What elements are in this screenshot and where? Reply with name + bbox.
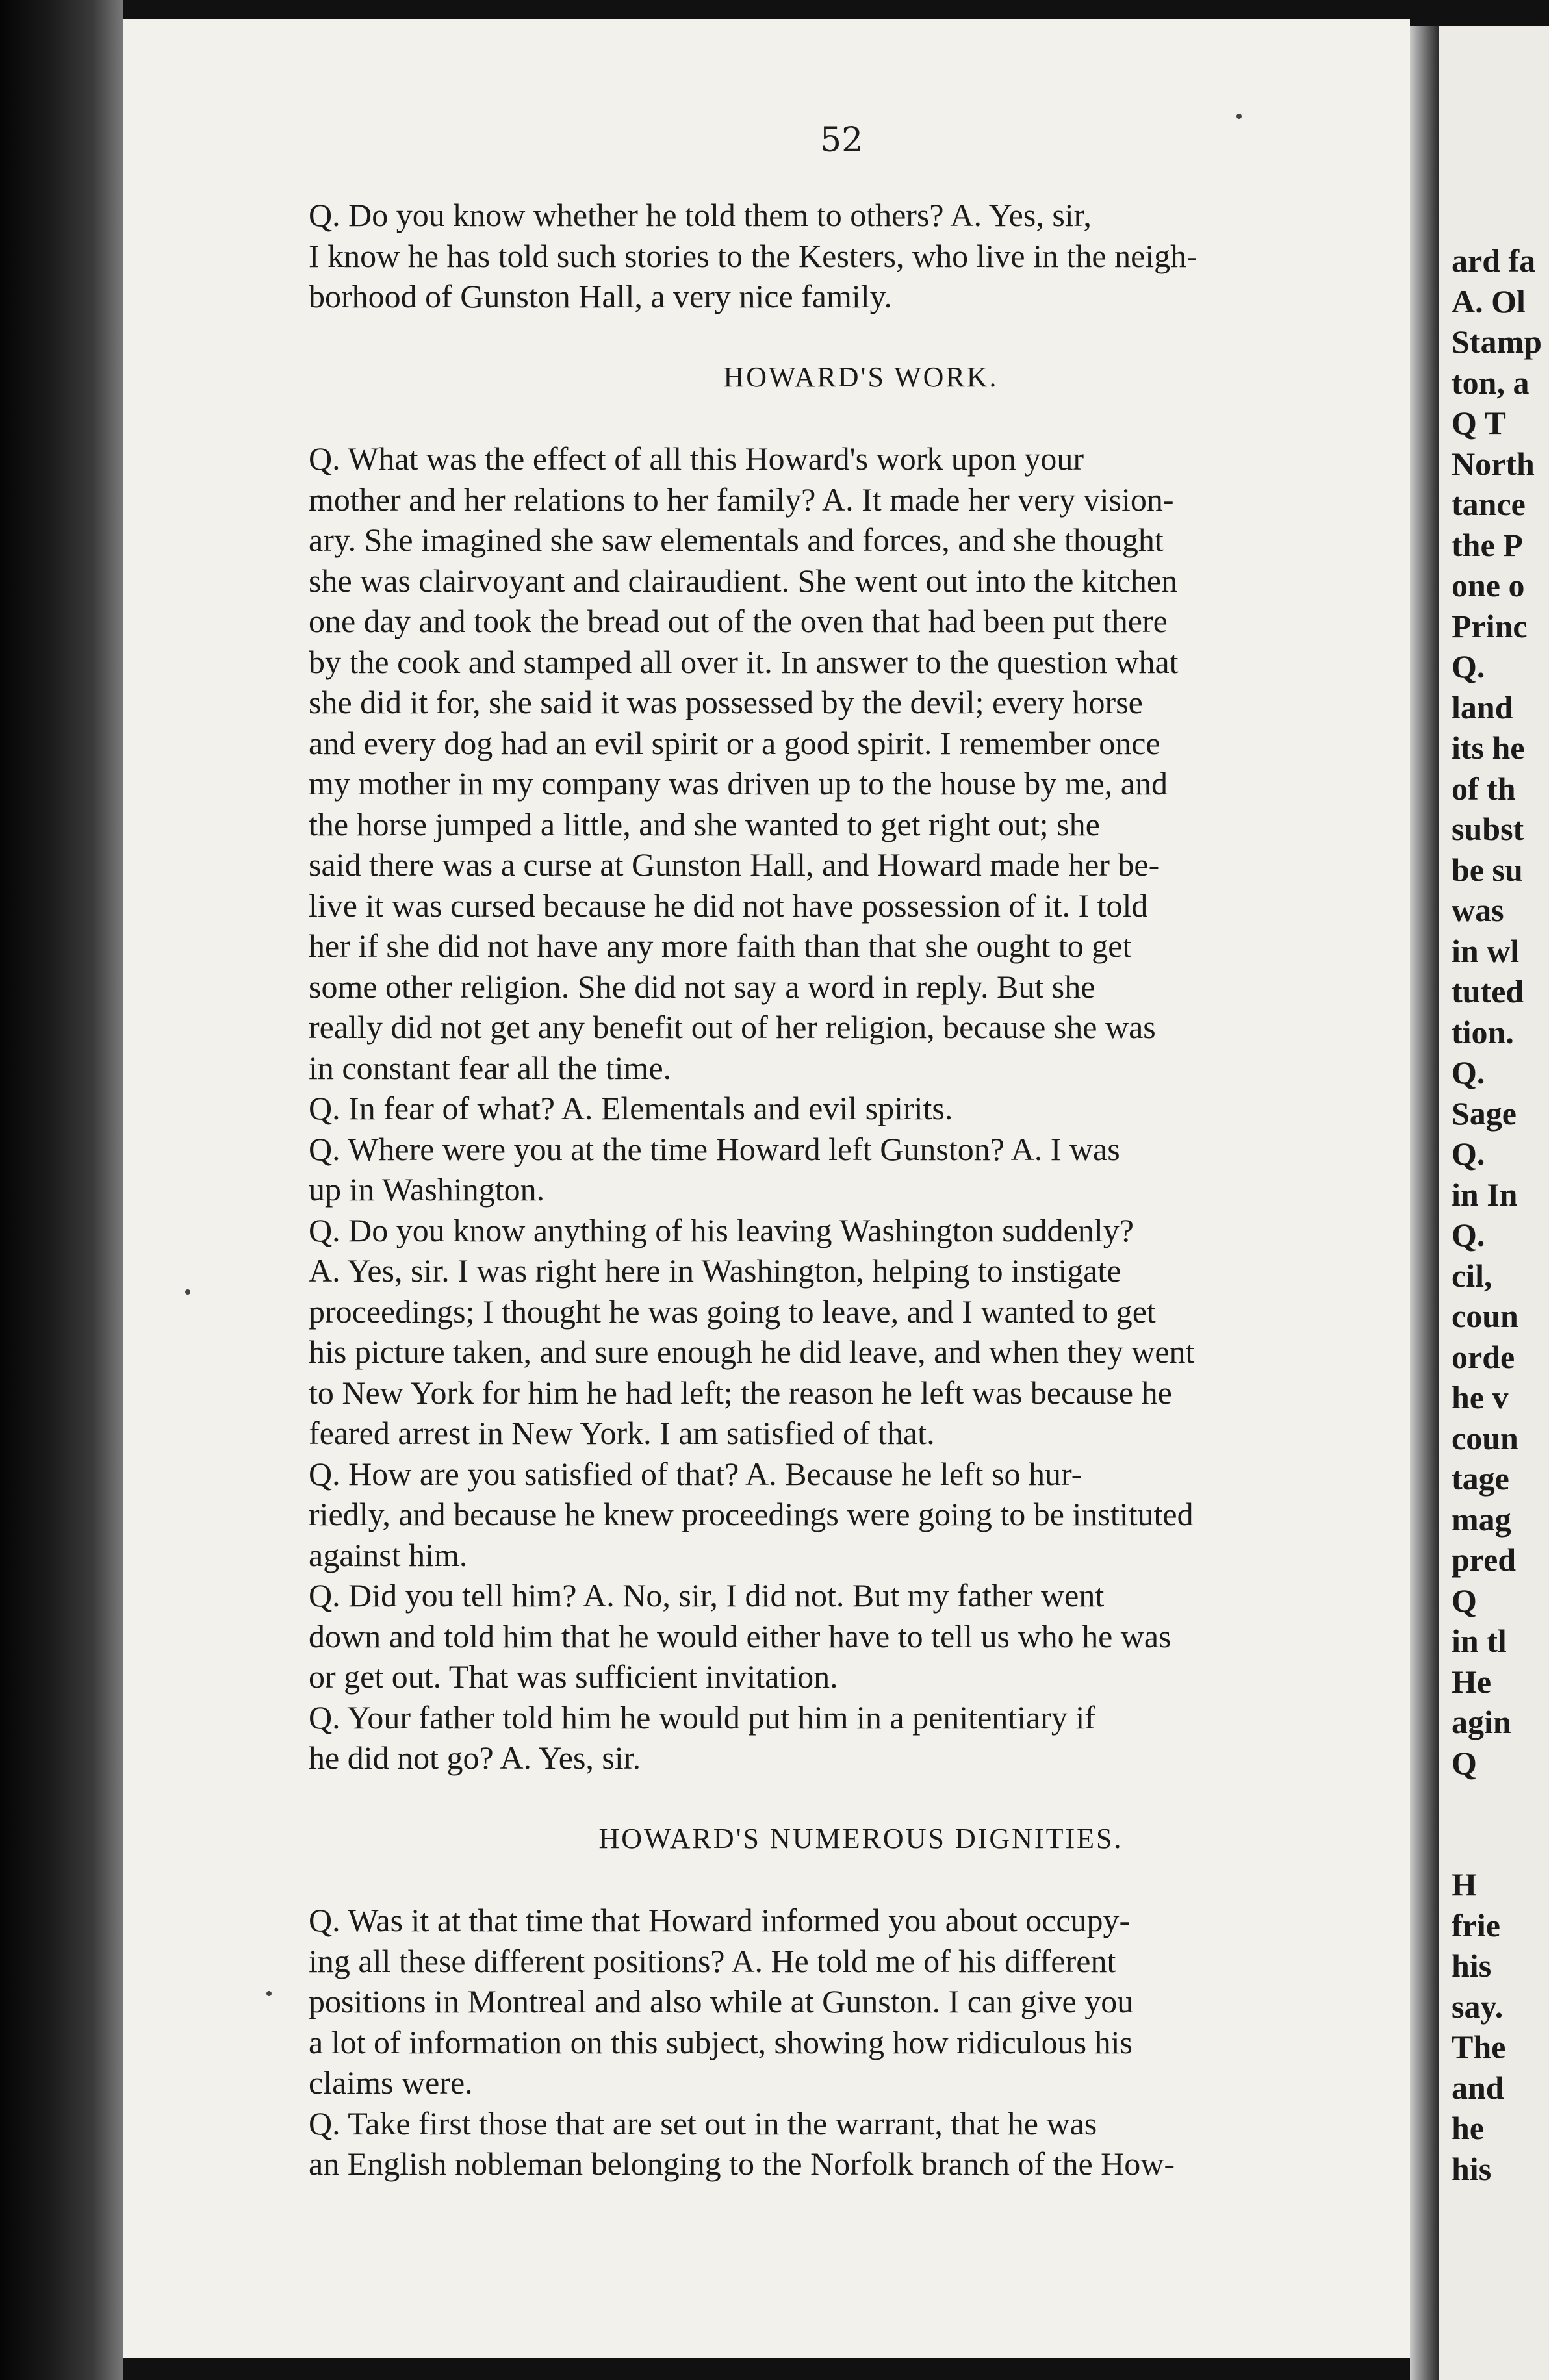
adjacent-line: subst <box>1452 811 1524 847</box>
adjacent-line: frie <box>1452 1906 1500 1943</box>
adjacent-line: tage <box>1452 1460 1509 1497</box>
text-line: mother and her relations to her family? A. It made her very vision- <box>309 481 1174 518</box>
scan-speck <box>266 1991 272 1996</box>
text-line: borhood of Gunston Hall, a very nice family. <box>309 278 892 314</box>
blank-line <box>309 1860 1413 1901</box>
section-heading-howards-numerous-dignities: HOWARD'S NUMEROUS DIGNITIES. <box>598 1823 1123 1855</box>
adjacent-line: tance <box>1452 486 1526 522</box>
text-line: Q. Do you know anything of his leaving Washington suddenly? <box>309 1211 1134 1248</box>
text-line: by the cook and stamped all over it. In answer to the question what <box>309 643 1179 680</box>
adjacent-line: Princ <box>1452 607 1528 644</box>
adjacent-line: Q <box>1452 1582 1477 1619</box>
blank-line <box>309 317 1413 358</box>
blank-line <box>309 1779 1413 1819</box>
adjacent-line: Stamp <box>1452 323 1542 360</box>
text-line: claims were. <box>309 2064 473 2101</box>
text-line: Q. Do you know whether he told them to others? A. Yes, sir, <box>309 197 1092 233</box>
adjacent-line: land <box>1452 689 1513 726</box>
text-line: A. Yes, sir. I was right here in Washington, helping to instigate <box>309 1252 1121 1289</box>
adjacent-line: Sage <box>1452 1095 1517 1132</box>
section-heading-howards-work: HOWARD'S WORK. <box>723 361 999 393</box>
adjacent-line: one o <box>1452 567 1525 603</box>
text-line: or get out. That was sufficient invitation. <box>309 1658 838 1695</box>
text-line: live it was cursed because he did not have possession of it. I told <box>309 887 1148 924</box>
text-line: an English nobleman belonging to the Norfolk branch of the How- <box>309 2146 1175 2182</box>
adjacent-line: ton, a <box>1452 364 1530 401</box>
adjacent-line: North <box>1452 445 1535 482</box>
text-line: Q. Where were you at the time Howard left Gunston? A. I was <box>309 1130 1120 1167</box>
adjacent-line: he v <box>1452 1379 1509 1415</box>
page-body-text <box>309 195 1413 2184</box>
text-line: Q. Take first those that are set out in the warrant, that he was <box>309 2105 1097 2142</box>
adjacent-line: coun <box>1452 1298 1518 1334</box>
scan-speck <box>1236 114 1242 119</box>
text-line: proceedings; I thought he was going to leave, and I wanted to get <box>309 1293 1156 1330</box>
text-line: in constant fear all the time. <box>309 1049 672 1086</box>
text-line: positions in Montreal and also while at Gunston. I can give you <box>309 1983 1134 2019</box>
adjacent-line: coun <box>1452 1419 1518 1456</box>
book-gutter <box>1410 26 1439 2380</box>
adjacent-line: the P <box>1452 526 1523 563</box>
adjacent-line: A. Ol <box>1452 283 1526 320</box>
text-line: Q. Your father told him he would put him in a penitentiary if <box>309 1699 1095 1736</box>
text-line: against him. <box>309 1536 468 1573</box>
text-line: my mother in my company was driven up to the house by me, and <box>309 765 1168 802</box>
adjacent-line: The <box>1452 2029 1506 2065</box>
adjacent-line: his <box>1452 1947 1492 1984</box>
text-line: down and told him that he would either have to tell us who he was <box>309 1617 1171 1654</box>
adjacent-line: Q. <box>1452 648 1485 685</box>
adjacent-line: cil, <box>1452 1257 1492 1294</box>
text-line: the horse jumped a little, and she wanted to get right out; she <box>309 805 1100 842</box>
text-line: he did not go? A. Yes, sir. <box>309 1740 641 1776</box>
text-line: his picture taken, and sure enough he did leave, and when they went <box>309 1334 1195 1370</box>
adjacent-line: be su <box>1452 851 1523 888</box>
text-line: she was clairvoyant and clairaudient. She went out into the kitchen <box>309 562 1178 599</box>
text-line: and every dog had an evil spirit or a good spirit. I remember once <box>309 724 1160 761</box>
adjacent-line: pred <box>1452 1541 1517 1578</box>
text-line: I know he has told such stories to the Kesters, who live in the neigh- <box>309 237 1197 274</box>
text-line: ary. She imagined she saw elementals and forces, and she thought <box>309 522 1164 558</box>
adjacent-line: he <box>1452 2110 1484 2146</box>
adjacent-line: was <box>1452 892 1504 928</box>
text-line: a lot of information on this subject, showing how ridiculous his <box>309 2023 1133 2060</box>
adjacent-line: say. <box>1452 1988 1504 2025</box>
text-line: really did not get any benefit out of her religion, because she was <box>309 1009 1156 1045</box>
text-line: Q. What was the effect of all this Howard's work upon your <box>309 440 1084 477</box>
text-line: said there was a curse at Gunston Hall, and Howard made her be- <box>309 846 1160 883</box>
adjacent-line: H <box>1452 1866 1477 1903</box>
adjacent-page-text <box>1452 240 1542 2189</box>
blank-line <box>309 398 1413 439</box>
adjacent-line: orde <box>1452 1338 1515 1375</box>
adjacent-line: tion. <box>1452 1013 1514 1050</box>
adjacent-line: and <box>1452 2069 1504 2106</box>
text-line: ing all these different positions? A. He told me of his different <box>309 1942 1116 1979</box>
text-line: some other religion. She did not say a word in reply. But she <box>309 968 1095 1005</box>
adjacent-line: in tl <box>1452 1623 1507 1659</box>
adjacent-line: his <box>1452 2150 1492 2187</box>
adjacent-line: its he <box>1452 729 1525 766</box>
text-line: riedly, and because he knew proceedings were going to be instituted <box>309 1496 1194 1532</box>
text-line: to New York for him he had left; the reason he left was because he <box>309 1374 1172 1411</box>
adjacent-line: Q. <box>1452 1054 1485 1091</box>
adjacent-line: Q <box>1452 1744 1477 1781</box>
adjacent-line: agin <box>1452 1704 1511 1740</box>
text-line: her if she did not have any more faith than that she ought to get <box>309 928 1132 964</box>
text-line: she did it for, she said it was possessed by the devil; every horse <box>309 684 1143 720</box>
scan-left-edge <box>0 0 123 2380</box>
adjacent-line: in In <box>1452 1176 1518 1213</box>
adjacent-line: ard fa <box>1452 242 1536 279</box>
adjacent-line: He <box>1452 1663 1492 1700</box>
text-line: feared arrest in New York. I am satisfied of that. <box>309 1415 935 1451</box>
text-line: Q. How are you satisfied of that? A. Because he left so hur- <box>309 1455 1082 1492</box>
adjacent-line: Q. <box>1452 1135 1485 1172</box>
text-line: Q. Did you tell him? A. No, sir, I did not. But my father went <box>309 1577 1105 1614</box>
scan-speck <box>185 1289 190 1295</box>
adjacent-line: in wl <box>1452 932 1520 969</box>
adjacent-line <box>1452 1783 1542 1824</box>
adjacent-line: mag <box>1452 1500 1511 1538</box>
text-line: one day and took the bread out of the oven that had been put there <box>309 603 1168 639</box>
adjacent-line: of th <box>1452 770 1516 807</box>
adjacent-page-fragment <box>1439 26 1549 2380</box>
adjacent-line <box>1452 1824 1542 1865</box>
adjacent-line: Q. <box>1452 1217 1485 1253</box>
adjacent-line: Q T <box>1452 405 1506 441</box>
page-number: 52 <box>820 121 864 160</box>
text-line: Q. In fear of what? A. Elementals and evil spirits. <box>309 1090 953 1126</box>
text-line: Q. Was it at that time that Howard informed you about occupy- <box>309 1902 1131 1938</box>
text-line: up in Washington. <box>309 1171 545 1208</box>
adjacent-line: tuted <box>1452 973 1524 1009</box>
